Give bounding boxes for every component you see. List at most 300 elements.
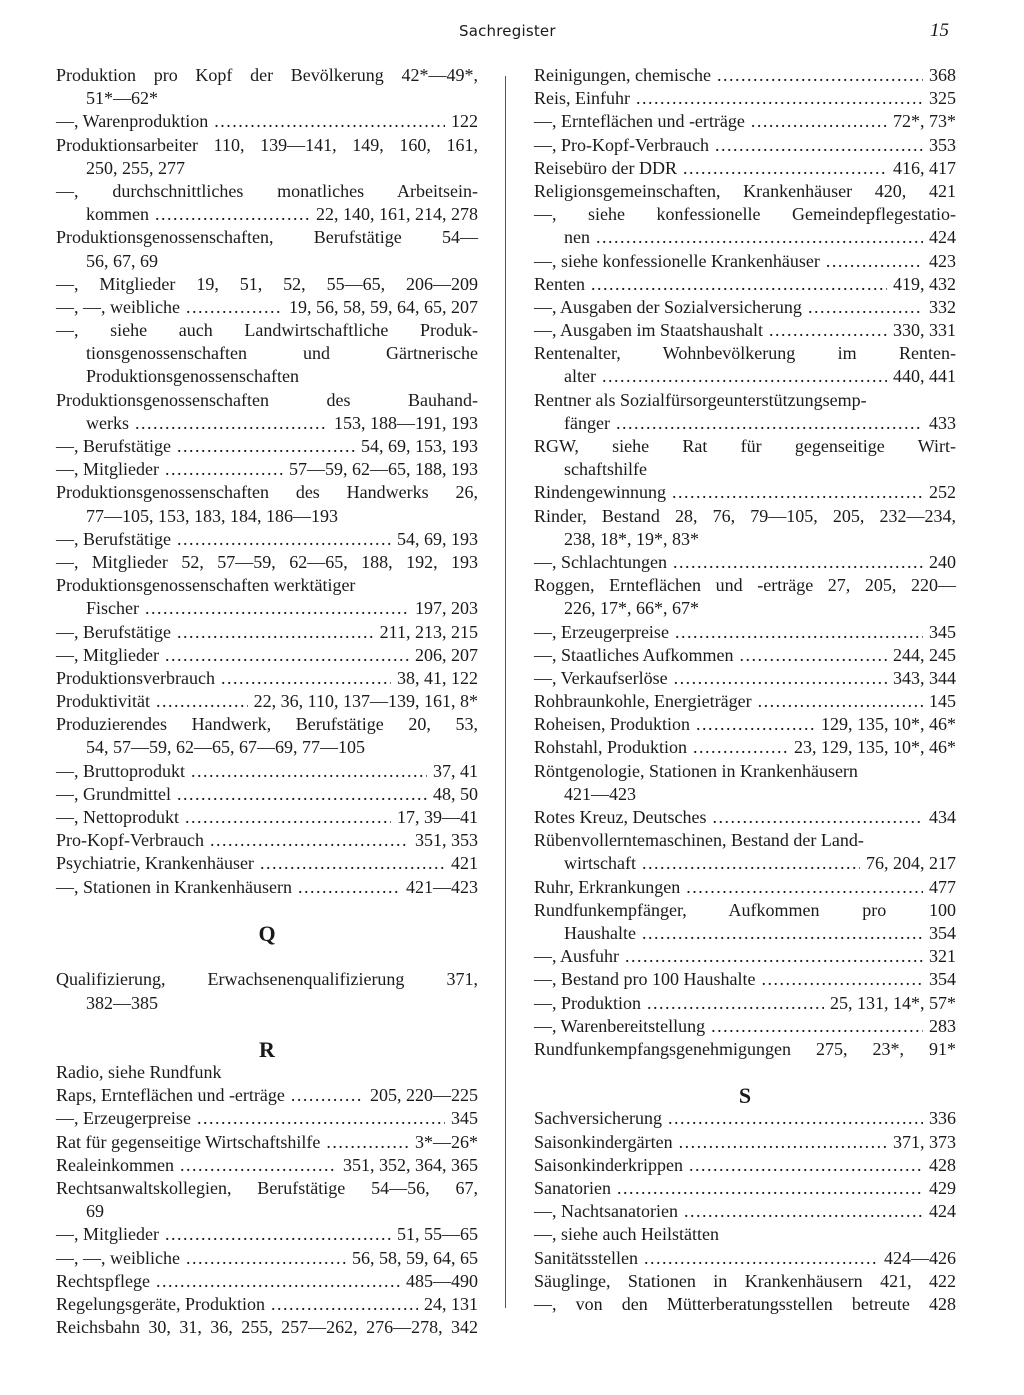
entry-term: —, Staatliches Aufkommen bbox=[534, 644, 734, 665]
index-entry bbox=[534, 134, 956, 157]
index-entry bbox=[56, 574, 478, 597]
dot-leader bbox=[751, 110, 887, 133]
entry-term: Produktionsgenossenschaften des Bauhand- bbox=[56, 389, 478, 410]
spacer bbox=[56, 899, 478, 922]
index-entry bbox=[534, 690, 956, 713]
index-entry-continuation bbox=[56, 203, 478, 226]
entry-term: Produktionsgenossenschaften des Handwerks 26, bbox=[56, 482, 478, 503]
entry-term: 56, 67, 69 bbox=[86, 250, 158, 271]
entry-page-refs: 421 bbox=[451, 853, 478, 874]
entry-page-refs: 197, 203 bbox=[415, 598, 478, 619]
index-entry bbox=[56, 1154, 478, 1177]
entry-term: Religionsgemeinschaften, Krankenhäuser 420, 421 bbox=[534, 180, 956, 201]
entry-term: Rechtspflege bbox=[56, 1270, 150, 1291]
entry-page-refs: 424 bbox=[929, 227, 956, 248]
dot-leader bbox=[260, 852, 445, 875]
entry-term: Produzierendes Handwerk, Berufstätige 20, 53, bbox=[56, 714, 478, 735]
entry-page-refs: 72*, 73* bbox=[893, 111, 956, 132]
entry-term: —, Ausgaben im Staatshaushalt bbox=[534, 320, 763, 341]
index-entry bbox=[56, 389, 478, 412]
entry-term: Produktion pro Kopf der Bevölkerung 42*—49*, bbox=[56, 65, 478, 85]
entry-term: —, Nachtsanatorien bbox=[534, 1201, 678, 1222]
dot-leader bbox=[636, 87, 923, 110]
index-entry bbox=[56, 1084, 478, 1107]
dot-leader bbox=[165, 1223, 391, 1246]
index-entry bbox=[534, 574, 956, 597]
entry-term: Roggen, Ernteflächen und -erträge 27, 205, 220— bbox=[534, 575, 956, 596]
dot-leader bbox=[675, 621, 923, 644]
dot-leader bbox=[758, 690, 923, 713]
entry-page-refs: 153, 188—191, 193 bbox=[334, 412, 478, 433]
entry-term: Röntgenologie, Stationen in Krankenhäusern bbox=[534, 760, 858, 781]
index-entry bbox=[534, 389, 956, 412]
entry-page-refs: 145 bbox=[929, 691, 956, 712]
entry-term: Qualifizierung, Erwachsenenqualifizierung 371, bbox=[56, 969, 478, 990]
entry-page-refs: 354 bbox=[929, 922, 956, 943]
index-entry bbox=[534, 667, 956, 690]
dot-leader bbox=[644, 1247, 878, 1270]
dot-leader bbox=[180, 1154, 337, 1177]
entry-term: Rohbraunkohle, Energieträger bbox=[534, 691, 752, 712]
dot-leader bbox=[808, 296, 923, 319]
entry-page-refs: 424—426 bbox=[884, 1247, 956, 1268]
dot-leader bbox=[298, 876, 400, 899]
entry-term: —, von den Mütterberatungsstellen betreute 428 bbox=[534, 1293, 956, 1314]
entry-term: —, Bruttoprodukt bbox=[56, 760, 185, 781]
index-entry bbox=[56, 1316, 478, 1339]
index-entry bbox=[534, 505, 956, 528]
entry-term: Sanatorien bbox=[534, 1178, 611, 1198]
index-entry bbox=[56, 180, 478, 203]
entry-page-refs: 345 bbox=[451, 1108, 478, 1129]
entry-term: Roheisen, Produktion bbox=[534, 714, 690, 735]
index-entry-continuation bbox=[534, 458, 956, 481]
index-entry bbox=[534, 64, 956, 87]
index-entry bbox=[56, 1247, 478, 1270]
entry-term: Rentenalter, Wohnbevölkerung im Renten- bbox=[534, 343, 956, 364]
entry-page-refs: 428 bbox=[929, 1154, 956, 1175]
index-entry-continuation bbox=[534, 365, 956, 388]
index-entry bbox=[534, 87, 956, 110]
index-entry bbox=[56, 1177, 478, 1200]
dot-leader bbox=[155, 203, 310, 226]
index-entry bbox=[56, 1223, 478, 1246]
entry-term: Produktionsgenossenschaften bbox=[86, 366, 299, 387]
entry-page-refs: 76, 204, 217 bbox=[866, 853, 956, 874]
dot-leader bbox=[683, 157, 887, 180]
entry-term: —, Produktion bbox=[534, 992, 642, 1013]
index-entry-continuation bbox=[56, 505, 478, 528]
entry-term: Pro-Kopf-Verbrauch bbox=[56, 830, 204, 851]
dot-leader bbox=[596, 226, 923, 249]
entry-term: Reinigungen, chemische bbox=[534, 65, 711, 85]
entry-page-refs: 429 bbox=[929, 1178, 956, 1198]
entry-page-refs: 351, 353 bbox=[415, 830, 478, 851]
dot-leader bbox=[156, 690, 248, 713]
dot-leader bbox=[186, 296, 283, 319]
index-entry bbox=[56, 481, 478, 504]
entry-term: 51*—62* bbox=[86, 88, 158, 109]
dot-leader bbox=[769, 319, 887, 342]
dot-leader bbox=[602, 365, 887, 388]
entry-page-refs: 129, 135, 10*, 46* bbox=[821, 714, 956, 735]
entry-term: —, siehe konfessionelle Gemeindepflegestatio- bbox=[534, 204, 956, 225]
dot-leader bbox=[761, 968, 923, 991]
entry-page-refs: 423 bbox=[929, 250, 956, 271]
dot-leader bbox=[642, 922, 923, 945]
entry-page-refs: 48, 50 bbox=[433, 783, 478, 804]
entry-term: —, Warenbereitstellung bbox=[534, 1015, 706, 1036]
entry-term: —, Mitglieder 19, 51, 52, 55—65, 206—209 bbox=[56, 273, 478, 294]
index-entry bbox=[56, 968, 478, 991]
entry-term: —, Mitglieder bbox=[56, 459, 159, 480]
index-entry bbox=[56, 319, 478, 342]
dot-leader bbox=[177, 528, 391, 551]
entry-term: —, Ausfuhr bbox=[534, 946, 619, 967]
entry-term: —, Berufstätige bbox=[56, 436, 171, 456]
entry-term: Sachversicherung bbox=[534, 1108, 662, 1129]
entry-term: Rundfunkempfänger, Aufkommen pro 100 bbox=[534, 899, 956, 920]
index-entry bbox=[56, 435, 478, 458]
dot-leader bbox=[673, 551, 923, 574]
entry-page-refs: 351, 352, 364, 365 bbox=[343, 1154, 478, 1175]
entry-term: —, Mitglieder 52, 57—59, 62—65, 188, 192, 193 bbox=[56, 551, 478, 572]
dot-leader bbox=[177, 621, 374, 644]
entry-page-refs: 57—59, 62—65, 188, 193 bbox=[289, 459, 478, 480]
entry-term: Rechtsanwaltskollegien, Berufstätige 54—56, 67, bbox=[56, 1178, 478, 1198]
entry-term: —, Schlachtungen bbox=[534, 551, 667, 572]
dot-leader bbox=[739, 644, 887, 667]
index-entry bbox=[56, 876, 478, 899]
entry-term: —, Pro-Kopf-Verbrauch bbox=[534, 134, 709, 155]
index-column-right bbox=[534, 64, 956, 1316]
index-entry-continuation bbox=[56, 736, 478, 759]
entry-term: Säuglinge, Stationen in Krankenhäusern 421, 422 bbox=[534, 1270, 956, 1291]
dot-leader bbox=[689, 1154, 923, 1177]
entry-term: —, siehe auch Heilstätten bbox=[534, 1224, 719, 1245]
entry-term: Produktionsarbeiter 110, 139—141, 149, 160, 161, bbox=[56, 134, 478, 155]
entry-term: Haushalte bbox=[564, 922, 636, 943]
index-entry-continuation bbox=[56, 597, 478, 620]
dot-leader bbox=[679, 1131, 887, 1154]
entry-term: —, Grundmittel bbox=[56, 783, 171, 804]
spacer bbox=[56, 1015, 478, 1038]
index-entry-continuation bbox=[56, 992, 478, 1015]
entry-page-refs: 25, 131, 14*, 57* bbox=[830, 992, 956, 1013]
entry-page-refs: 416, 417 bbox=[893, 157, 956, 178]
dot-leader bbox=[642, 852, 860, 875]
dot-leader bbox=[214, 110, 445, 133]
index-entry bbox=[534, 992, 956, 1015]
entry-page-refs: 206, 207 bbox=[415, 644, 478, 665]
entry-term: —, siehe auch Landwirtschaftliche Produk- bbox=[56, 320, 478, 341]
entry-page-refs: 211, 213, 215 bbox=[379, 621, 478, 642]
index-entry bbox=[56, 644, 478, 667]
entry-page-refs: 419, 432 bbox=[893, 273, 956, 294]
index-entry-continuation bbox=[534, 528, 956, 551]
entry-term: RGW, siehe Rat für gegenseitige Wirt- bbox=[534, 436, 956, 456]
index-entry-continuation bbox=[534, 783, 956, 806]
dot-leader bbox=[210, 829, 409, 852]
index-entry bbox=[534, 968, 956, 991]
entry-term: Produktionsgenossenschaften werktätiger bbox=[56, 575, 356, 596]
entry-term: Raps, Ernteflächen und -erträge bbox=[56, 1085, 285, 1106]
dot-leader bbox=[686, 876, 923, 899]
index-entry bbox=[534, 1038, 956, 1061]
entry-term: 250, 255, 277 bbox=[86, 157, 185, 178]
index-entry-continuation bbox=[56, 87, 478, 110]
dot-leader bbox=[625, 945, 923, 968]
entry-term: —, durchschnittliches monatliches Arbeitsein- bbox=[56, 180, 478, 201]
entry-term: —, Nettoprodukt bbox=[56, 807, 179, 827]
column-divider bbox=[505, 76, 506, 1308]
entry-term: schaftshilfe bbox=[564, 459, 647, 480]
index-entry bbox=[534, 1015, 956, 1038]
entry-page-refs: 22, 140, 161, 214, 278 bbox=[316, 204, 478, 225]
index-entry bbox=[56, 1270, 478, 1293]
index-entry-continuation bbox=[534, 852, 956, 875]
entry-page-refs: 51, 55—65 bbox=[397, 1224, 478, 1245]
entry-page-refs: 325 bbox=[929, 88, 956, 109]
index-entry bbox=[534, 806, 956, 829]
dot-leader bbox=[693, 736, 788, 759]
index-entry bbox=[56, 783, 478, 806]
entry-term: kommen bbox=[86, 204, 149, 225]
entry-term: Ruhr, Erkrankungen bbox=[534, 876, 681, 897]
dot-leader bbox=[668, 1107, 923, 1130]
index-entry bbox=[534, 1154, 956, 1177]
index-entry bbox=[534, 1177, 956, 1200]
entry-term: —, Berufstätige bbox=[56, 528, 171, 549]
running-header-title: Sachregister bbox=[459, 22, 556, 40]
entry-term: Renten bbox=[534, 273, 585, 294]
entry-page-refs: 440, 441 bbox=[893, 366, 956, 387]
index-entry bbox=[56, 713, 478, 736]
entry-term: —, —, weibliche bbox=[56, 1247, 180, 1268]
index-entry bbox=[56, 226, 478, 249]
index-entry bbox=[56, 296, 478, 319]
entry-page-refs: 343, 344 bbox=[893, 667, 956, 688]
entry-term: Rundfunkempfangsgenehmigungen 275, 23*, 91* bbox=[534, 1038, 956, 1059]
entry-page-refs: 353 bbox=[929, 134, 956, 155]
entry-term: 69 bbox=[86, 1201, 104, 1222]
entry-term: Regelungsgeräte, Produktion bbox=[56, 1293, 265, 1314]
dot-leader bbox=[712, 806, 923, 829]
index-entry bbox=[56, 829, 478, 852]
index-entry bbox=[534, 1270, 956, 1293]
index-entry bbox=[534, 621, 956, 644]
entry-page-refs: 54, 69, 193 bbox=[397, 528, 478, 549]
entry-term: Fischer bbox=[86, 598, 139, 619]
index-entry bbox=[534, 899, 956, 922]
entry-term: tionsgenossenschaften und Gärtnerische bbox=[86, 343, 478, 364]
entry-term: Rotes Kreuz, Deutsches bbox=[534, 807, 707, 827]
entry-term: —, Mitglieder bbox=[56, 644, 159, 665]
entry-term: Produktionsverbrauch bbox=[56, 667, 215, 688]
dot-leader bbox=[715, 134, 923, 157]
index-entry bbox=[56, 1107, 478, 1130]
index-entry-continuation bbox=[56, 342, 478, 365]
index-entry bbox=[534, 157, 956, 180]
index-entry-continuation bbox=[534, 597, 956, 620]
dot-leader bbox=[717, 64, 923, 87]
dot-leader bbox=[186, 1247, 346, 1270]
entry-page-refs: 54, 69, 153, 193 bbox=[361, 436, 478, 456]
entry-page-refs: 22, 36, 110, 137—139, 161, 8* bbox=[253, 691, 478, 712]
index-entry bbox=[534, 1223, 956, 1246]
entry-page-refs: 23, 129, 135, 10*, 46* bbox=[794, 737, 956, 758]
index-entry bbox=[56, 1293, 478, 1316]
dot-leader bbox=[826, 250, 923, 273]
index-entry bbox=[534, 1247, 956, 1270]
dot-leader bbox=[165, 458, 283, 481]
entry-term: Rindengewinnung bbox=[534, 482, 666, 503]
dot-leader bbox=[291, 1084, 364, 1107]
entry-page-refs: 354 bbox=[929, 969, 956, 990]
entry-page-refs: 421—423 bbox=[406, 876, 478, 897]
entry-page-refs: 56, 58, 59, 64, 65 bbox=[352, 1247, 478, 1268]
index-entry bbox=[534, 342, 956, 365]
entry-term: 382—385 bbox=[86, 992, 158, 1013]
dot-leader bbox=[674, 667, 887, 690]
entry-term: —, Erzeugerpreise bbox=[534, 621, 669, 642]
index-entry-continuation bbox=[534, 412, 956, 435]
entry-term: Psychiatrie, Krankenhäuser bbox=[56, 853, 254, 874]
entry-page-refs: 424 bbox=[929, 1201, 956, 1222]
dot-leader bbox=[221, 667, 391, 690]
section-letter-heading: Q bbox=[258, 920, 276, 946]
dot-leader bbox=[165, 644, 409, 667]
index-entry bbox=[534, 551, 956, 574]
entry-term: —, —, weibliche bbox=[56, 296, 180, 317]
index-entry-continuation bbox=[56, 1200, 478, 1223]
index-entry bbox=[56, 621, 478, 644]
entry-term: Reis, Einfuhr bbox=[534, 88, 630, 109]
entry-term: Produktivität bbox=[56, 691, 150, 712]
entry-page-refs: 485—490 bbox=[406, 1270, 478, 1291]
entry-page-refs: 24, 131 bbox=[424, 1293, 478, 1314]
entry-page-refs: 240 bbox=[929, 551, 956, 572]
index-entry bbox=[534, 1107, 956, 1130]
index-entry bbox=[534, 945, 956, 968]
dot-leader bbox=[326, 1131, 409, 1154]
entry-term: Reisebüro der DDR bbox=[534, 157, 677, 178]
entry-term: —, Berufstätige bbox=[56, 621, 171, 642]
entry-term: fänger bbox=[564, 412, 610, 433]
index-entry bbox=[56, 1061, 478, 1084]
entry-page-refs: 330, 331 bbox=[893, 320, 956, 341]
dot-leader bbox=[271, 1293, 418, 1316]
index-entry bbox=[534, 203, 956, 226]
entry-page-refs: 336 bbox=[929, 1108, 956, 1129]
entry-page-refs: 37, 41 bbox=[433, 760, 478, 781]
entry-term: —, Warenproduktion bbox=[56, 111, 209, 132]
entry-page-refs: 371, 373 bbox=[893, 1131, 956, 1152]
index-entry bbox=[534, 180, 956, 203]
entry-term: Rinder, Bestand 28, 76, 79—105, 205, 232—234, bbox=[534, 505, 956, 526]
index-entry bbox=[534, 876, 956, 899]
entry-term: —, Mitglieder bbox=[56, 1224, 159, 1245]
index-entry bbox=[56, 667, 478, 690]
index-entry bbox=[534, 250, 956, 273]
entry-term: werks bbox=[86, 412, 129, 433]
index-entry bbox=[56, 1131, 478, 1154]
section-letter-heading: R bbox=[259, 1036, 275, 1062]
dot-leader bbox=[135, 412, 328, 435]
entry-page-refs: 321 bbox=[929, 946, 956, 967]
entry-term: Rentner als Sozialfürsorgeunterstützungsemp- bbox=[534, 389, 867, 410]
index-entry bbox=[534, 713, 956, 736]
index-entry bbox=[534, 1200, 956, 1223]
entry-page-refs: 17, 39—41 bbox=[397, 807, 478, 827]
dot-leader bbox=[696, 713, 815, 736]
entry-term: —, siehe konfessionelle Krankenhäuser bbox=[534, 250, 820, 271]
spacer bbox=[534, 1061, 956, 1084]
entry-term: —, Verkaufserlöse bbox=[534, 667, 668, 688]
entry-term: Produktionsgenossenschaften, Berufstätige 54— bbox=[56, 227, 478, 248]
index-entry bbox=[534, 273, 956, 296]
entry-term: —, Ernteflächen und -erträge bbox=[534, 111, 745, 132]
entry-term: Saisonkindergärten bbox=[534, 1131, 673, 1152]
index-entry bbox=[534, 1131, 956, 1154]
entry-term: Realeinkommen bbox=[56, 1154, 174, 1175]
dot-leader bbox=[591, 273, 887, 296]
entry-term: Rat für gegenseitige Wirtschaftshilfe bbox=[56, 1131, 321, 1152]
dot-leader bbox=[616, 412, 923, 435]
index-entry bbox=[56, 458, 478, 481]
entry-page-refs: 3*—26* bbox=[415, 1131, 478, 1152]
index-entry bbox=[56, 528, 478, 551]
entry-term: Radio, siehe Rundfunk bbox=[56, 1062, 222, 1083]
dot-leader bbox=[145, 597, 409, 620]
section-letter-heading: S bbox=[738, 1083, 752, 1109]
entry-page-refs: 244, 245 bbox=[893, 644, 956, 665]
entry-page-refs: 434 bbox=[929, 807, 956, 827]
index-entry-continuation bbox=[56, 365, 478, 388]
dot-leader bbox=[191, 760, 427, 783]
index-entry bbox=[534, 644, 956, 667]
index-entry bbox=[534, 736, 956, 759]
entry-page-refs: 283 bbox=[929, 1015, 956, 1036]
index-entry-continuation bbox=[56, 250, 478, 273]
dot-leader bbox=[177, 435, 355, 458]
entry-page-refs: 19, 56, 58, 59, 64, 65, 207 bbox=[289, 296, 478, 317]
index-entry bbox=[534, 435, 956, 458]
dot-leader bbox=[617, 1177, 923, 1200]
entry-term: nen bbox=[564, 227, 590, 248]
index-entry bbox=[56, 110, 478, 133]
entry-page-refs: 38, 41, 122 bbox=[397, 667, 478, 688]
index-entry bbox=[56, 64, 478, 87]
dot-leader bbox=[672, 481, 923, 504]
index-entry-continuation bbox=[534, 922, 956, 945]
dot-leader bbox=[156, 1270, 400, 1293]
dot-leader bbox=[197, 1107, 445, 1130]
entry-term: alter bbox=[564, 366, 596, 387]
index-entry bbox=[56, 690, 478, 713]
dot-leader bbox=[684, 1200, 923, 1223]
entry-term: 54, 57—59, 62—65, 67—69, 77—105 bbox=[86, 737, 365, 758]
index-entry-continuation bbox=[56, 412, 478, 435]
entry-term: 226, 17*, 66*, 67* bbox=[564, 598, 699, 619]
entry-term: 238, 18*, 19*, 83* bbox=[564, 528, 699, 549]
entry-term: —, Stationen in Krankenhäusern bbox=[56, 876, 292, 897]
entry-term: Rübenvollerntemaschinen, Bestand der Land- bbox=[534, 830, 864, 851]
index-entry bbox=[56, 134, 478, 157]
index-entry-continuation bbox=[534, 226, 956, 249]
entry-page-refs: 477 bbox=[929, 876, 956, 897]
entry-term: wirtschaft bbox=[564, 853, 636, 874]
